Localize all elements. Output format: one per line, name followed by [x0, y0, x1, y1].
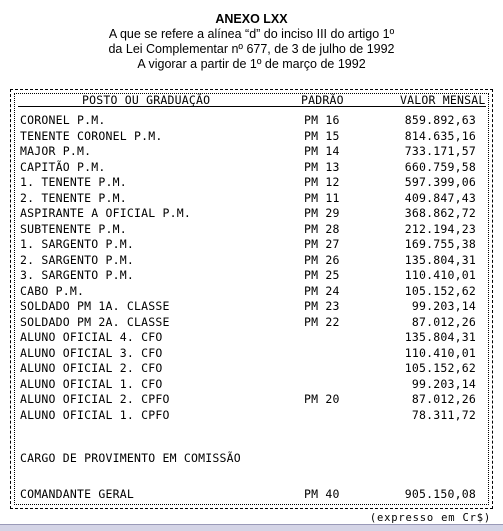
table-row	[0, 191, 503, 206]
cell-padrao: PM 12	[304, 175, 340, 189]
cell-valor: 87.012,26	[411, 314, 476, 329]
cell-padrao: PM 16	[304, 113, 340, 127]
column-header-posto: POSTO OU GRADUAÇÃO	[82, 93, 211, 107]
cell-posto: TENENTE CORONEL P.M.	[20, 128, 163, 143]
cell-valor: 733.171,57	[404, 144, 476, 158]
cell-posto: 3. SARGENTO P.M.	[20, 268, 134, 282]
header-divider	[18, 106, 486, 107]
cell-valor: 105.152,62	[404, 283, 476, 298]
cell-padrao: PM 27	[304, 237, 340, 251]
cell-valor: 110.410,01	[404, 268, 476, 282]
cell-padrao: PM 15	[304, 128, 340, 143]
cell-posto: 2. TENENTE P.M.	[20, 190, 127, 205]
cell-posto: CAPITÃO P.M.	[20, 159, 106, 174]
table-row	[0, 392, 503, 407]
cell-valor: 368.862,72	[404, 206, 476, 220]
cell-posto: 2. SARGENTO P.M.	[20, 252, 134, 267]
table-row	[0, 487, 503, 502]
table-row	[0, 129, 503, 144]
cell-valor: 597.399,06	[404, 175, 476, 189]
cell-valor: 87.012,26	[411, 392, 476, 406]
table-row	[0, 346, 503, 361]
cell-posto: ASPIRANTE A OFICIAL P.M.	[20, 206, 191, 220]
cell-padrao: PM 26	[304, 252, 340, 267]
cell-padrao: PM 40	[304, 487, 340, 501]
table-row	[0, 330, 503, 345]
cell-padrao: PM 13	[304, 159, 340, 174]
cell-valor: 99.203,14	[411, 376, 476, 391]
cell-valor: 110.410,01	[404, 345, 476, 360]
cell-posto: MAJOR P.M.	[20, 144, 92, 158]
cell-padrao: PM 28	[304, 221, 340, 236]
cell-posto: SOLDADO PM 1A. CLASSE	[20, 299, 170, 313]
cell-padrao: PM 22	[304, 314, 340, 329]
cell-posto: ALUNO OFICIAL 2. CFO	[20, 361, 163, 375]
cell-valor: 135.804,31	[404, 330, 476, 344]
table-row	[0, 284, 503, 299]
cell-posto: ALUNO OFICIAL 1. CFO	[20, 376, 163, 391]
document-heading	[0, 11, 503, 72]
cell-padrao: PM 11	[304, 190, 340, 205]
cell-valor: 814.635,16	[404, 128, 476, 143]
table-row	[0, 175, 503, 190]
table-row	[0, 113, 503, 128]
table-row	[0, 253, 503, 268]
table-row	[0, 361, 503, 376]
cell-posto: ALUNO OFICIAL 4. CFO	[20, 330, 163, 344]
subtitle-line-1: A que se refere a alínea “d” do inciso III do artigo 1º	[108, 27, 395, 41]
cell-posto: ALUNO OFICIAL 1. CPFO	[20, 407, 170, 422]
cell-posto: CORONEL P.M.	[20, 113, 106, 127]
table-row	[0, 160, 503, 175]
currency-footnote: (expresso em Cr$)	[369, 512, 491, 524]
cell-padrao: PM 23	[304, 299, 340, 313]
cell-posto: SUBTENENTE P.M.	[20, 221, 127, 236]
table-row	[0, 299, 503, 314]
table-row	[0, 237, 503, 252]
cell-valor: 105.152,62	[404, 361, 476, 375]
cell-padrao: PM 24	[304, 283, 340, 298]
cell-padrao: PM 29	[304, 206, 340, 220]
section-label: CARGO DE PROVIMENTO EM COMISSÃO	[20, 451, 241, 465]
cell-valor: 212.194,23	[404, 221, 476, 236]
cell-posto: 1. SARGENTO P.M.	[20, 237, 134, 251]
cell-valor: 409.847,43	[404, 190, 476, 205]
cell-valor: 859.892,63	[404, 113, 476, 127]
cell-posto: COMANDANTE GERAL	[20, 487, 134, 501]
table-row	[0, 222, 503, 237]
table-row	[0, 144, 503, 159]
table-row	[0, 315, 503, 330]
cell-padrao: PM 14	[304, 144, 340, 158]
cell-valor: 905.150,08	[404, 487, 476, 501]
column-header-padrao: PADRÃO	[301, 93, 344, 107]
table-row	[0, 377, 503, 392]
subtitle-line-3: A vigorar a partir de 1º de março de 1992	[137, 57, 366, 71]
cell-posto: 1. TENENTE P.M.	[20, 175, 127, 189]
cell-posto: CABO P.M.	[20, 283, 85, 298]
table-row	[0, 408, 503, 423]
cell-posto: ALUNO OFICIAL 3. CFO	[20, 345, 163, 360]
cell-valor: 78.311,72	[411, 407, 476, 422]
cell-valor: 169.755,38	[404, 237, 476, 251]
cell-valor: 99.203,14	[411, 299, 476, 313]
cell-valor: 135.804,31	[404, 252, 476, 267]
annex-title: ANEXO LXX	[215, 12, 288, 26]
cell-posto: ALUNO OFICIAL 2. CPFO	[20, 392, 170, 406]
column-header-valor: VALOR MENSAL	[400, 93, 486, 107]
cell-valor: 660.759,58	[404, 159, 476, 174]
cell-padrao: PM 20	[304, 392, 340, 406]
cell-padrao: PM 25	[304, 268, 340, 282]
subtitle-line-2: da Lei Complementar nº 677, de 3 de julho de 1992	[108, 42, 395, 56]
cell-posto: SOLDADO PM 2A. CLASSE	[20, 314, 170, 329]
table-row	[0, 206, 503, 221]
table-row	[0, 268, 503, 283]
